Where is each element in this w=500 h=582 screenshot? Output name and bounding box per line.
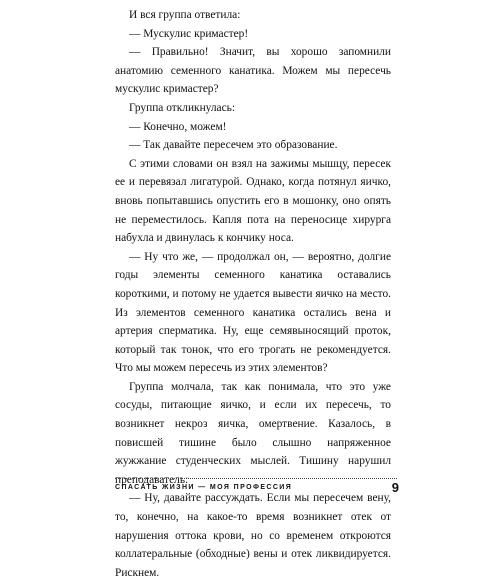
paragraph-10: — Ну, давайте рассуждать. Если мы пересечем вену, то, конечно, на какое-то время возникнет отек от нарушения оттока крови, но со временем откроются коллатеральные (обходные) вены и отек ликвидируется. Рискнем. [115, 492, 391, 579]
paragraph-4: Группа откликнулась: [129, 101, 236, 114]
body-text [115, 6, 391, 582]
paragraph-6: — Так давайте пересечем это образование. [129, 139, 338, 152]
paragraph-3: — Правильно! Значит, вы хорошо запомнили анатомию семенного канатика. Можем мы пересечь мускулис кримастер? [115, 46, 391, 96]
page-number: 9 [391, 480, 399, 495]
running-footer-title: СПАСАТЬ ЖИЗНИ — МОЯ ПРОФЕССИЯ [115, 484, 293, 491]
paragraph-7: С этими словами он взял на зажимы мышцу, пересек ее и перевязал лигатурой. Однако, когда потянул яичко, вновь попытавшись опустить его в мошонку, оно опять не переместилось. Капля пота на переносице хирурга набухла и двинулась к кончику носа. [115, 157, 391, 245]
paragraph-9: Группа молчала, так как понимала, что это уже сосуды, питающие яичко, и если их пересечь, то возникнет некроз яичка, омертвение. Казалось, в повисшей тишине было слышно напряженное жужжание студенческих мыслей. Тишину нарушил преподаватель: [115, 380, 391, 486]
paragraph-2: — Мускулис кримастер! [129, 27, 249, 40]
paragraph-5: — Конечно, можем! [129, 120, 227, 133]
footer-divider [115, 478, 397, 479]
paragraph-1: И вся группа ответила: [129, 9, 241, 21]
paragraph-8: — Ну что же, — продолжал он, — вероятно, долгие годы элементы семенного канатика оставались короткими, и потому не удается вывести яичко на место. Из элементов семенного канатика остались вена и артерия сперматика. Ну, еще семявыносящий проток, который так тонок, что его трогать не рекомендуется. Что мы можем пересечь из этих элементов? [115, 250, 391, 375]
